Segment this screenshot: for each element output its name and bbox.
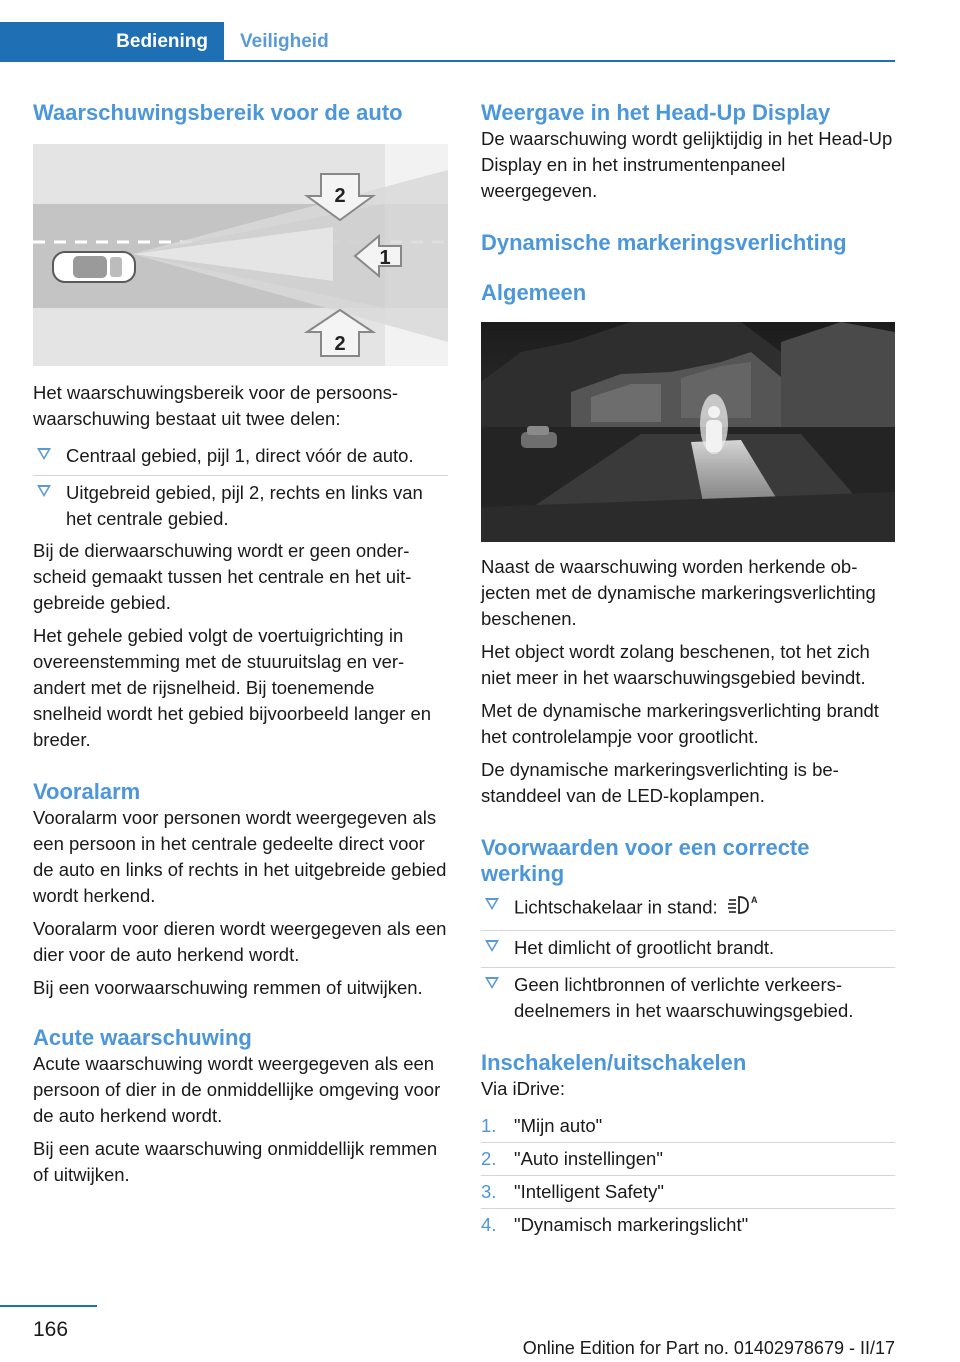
bullet-triangle-icon [37, 485, 51, 497]
header-divider [0, 60, 895, 62]
list-item: 3. "Intelligent Safety" [481, 1176, 895, 1209]
intro-text: Het waarschuwingsbereik voor de persoonswaarschuwing bestaat uit twee delen: [33, 382, 399, 429]
night-road-photo [481, 322, 895, 542]
tab-bediening[interactable]: Bediening [0, 22, 224, 62]
bullet-triangle-icon [37, 448, 51, 460]
paragraph: Naast de waarschuwing worden herkende objecten met de dynamische markeringsverlichting beschenen. [481, 556, 876, 629]
list-item: Centraal gebied, pijl 1, direct vóór de auto. [33, 439, 448, 476]
page-number: 166 [33, 1318, 69, 1341]
svg-text:A: A [750, 895, 758, 905]
header-tabs [0, 0, 895, 62]
range-parts-list [33, 439, 448, 538]
arrow-label-2-bottom: 2 [334, 333, 346, 355]
paragraph: Vooralarm voor dieren wordt weergegeven als een dier voor de auto herkend wordt. [33, 918, 447, 965]
section-title-dynamic-lighting: Dynamische markeringsverlichting [481, 230, 847, 255]
paragraph: Het object wordt zolang beschenen, tot het zich niet meer in het waarschuwingsgebied bevindt. [481, 641, 870, 688]
paragraph: De dynamische markeringsverlichting is bestanddeel van de LED-koplampen. [481, 759, 839, 806]
section-title-toggle: Inschakelen/uitschakelen [481, 1050, 747, 1075]
left-column [33, 100, 448, 1195]
tab-veiligheid[interactable]: Veiligheid [240, 31, 329, 52]
paragraph: Via iDrive: [481, 1078, 565, 1099]
paragraph: Met de dynamische markeringsverlichting brandt het controlelampje voor grootlicht. [481, 700, 879, 747]
paragraph: Acute waarschuwing wordt weergegeven als een persoon of dier in de onmiddellijke omgeving voor de auto herkend wordt. [33, 1053, 441, 1126]
section-title-vooralarm: Vooralarm [33, 779, 141, 804]
auto-headlight-icon [726, 893, 756, 924]
section-title-general: Algemeen [481, 280, 587, 305]
paragraph: Bij een acute waarschuwing onmiddellijk remmen of uitwijken. [33, 1138, 438, 1185]
bullet-triangle-icon [485, 898, 499, 910]
bullet-triangle-icon [485, 940, 499, 952]
list-item: 2. "Auto instellingen" [481, 1143, 895, 1176]
list-item: 4. "Dynamisch markeringslicht" [481, 1214, 749, 1235]
paragraph: Het gehele gebied volgt de voertuigrichting in overeenstemming met de stuuruitslag en verandert met de rijsnelheid. Bij toenemende snelheid wordt het gebied bijvoorbeeld langer en breder. [33, 625, 432, 750]
list-item: 1. "Mijn auto" [481, 1110, 895, 1143]
arrow-label-2-top: 2 [334, 185, 346, 207]
section-title-warning-range: Waarschuwingsbereik voor de auto [33, 100, 403, 125]
section-title-hud: Weergave in het Head-Up Display [481, 100, 831, 125]
section-title-conditions: Voorwaarden voor een correcte werking [481, 835, 810, 886]
paragraph: De waarschuwing wordt gelijktijdig in het Head-Up Display en in het instrumentenpaneel weergegeven. [481, 128, 893, 201]
car-illustration [53, 252, 135, 282]
section-title-acute-warning: Acute waarschuwing [33, 1025, 252, 1050]
warning-range-figure [33, 144, 448, 366]
list-item: Het dimlicht of grootlicht brandt. [481, 931, 895, 968]
bullet-triangle-icon [485, 977, 499, 989]
footer-divider [0, 1305, 97, 1307]
arrow-label-1: 1 [379, 247, 391, 269]
conditions-list [481, 889, 895, 1030]
paragraph: Vooralarm voor personen wordt weergegeven als een persoon in het centrale gedeelte direct voor de auto en links of rechts in het uitgebreide gebied wordt herkend. [33, 807, 447, 906]
paragraph: Bij de dierwaarschuwing wordt er geen onderscheid gemaakt tussen het centrale en het uitgebreide gebied. [33, 540, 412, 613]
list-item: Uitgebreid gebied, pijl 2, rechts en links van het centrale gebied. [33, 476, 448, 538]
idrive-steps-list [481, 1110, 895, 1241]
paragraph: Bij een voorwaarschuwing remmen of uitwijken. [33, 977, 423, 998]
list-item: Lichtschakelaar in stand: A [481, 889, 895, 931]
right-column [481, 100, 895, 1241]
edition-text: Online Edition for Part no. 01402978679 - II/17 [522, 1338, 895, 1358]
list-item: Geen lichtbronnen of verlichte verkeersdeelnemers in het waarschuwingsgebied. [481, 968, 895, 1030]
